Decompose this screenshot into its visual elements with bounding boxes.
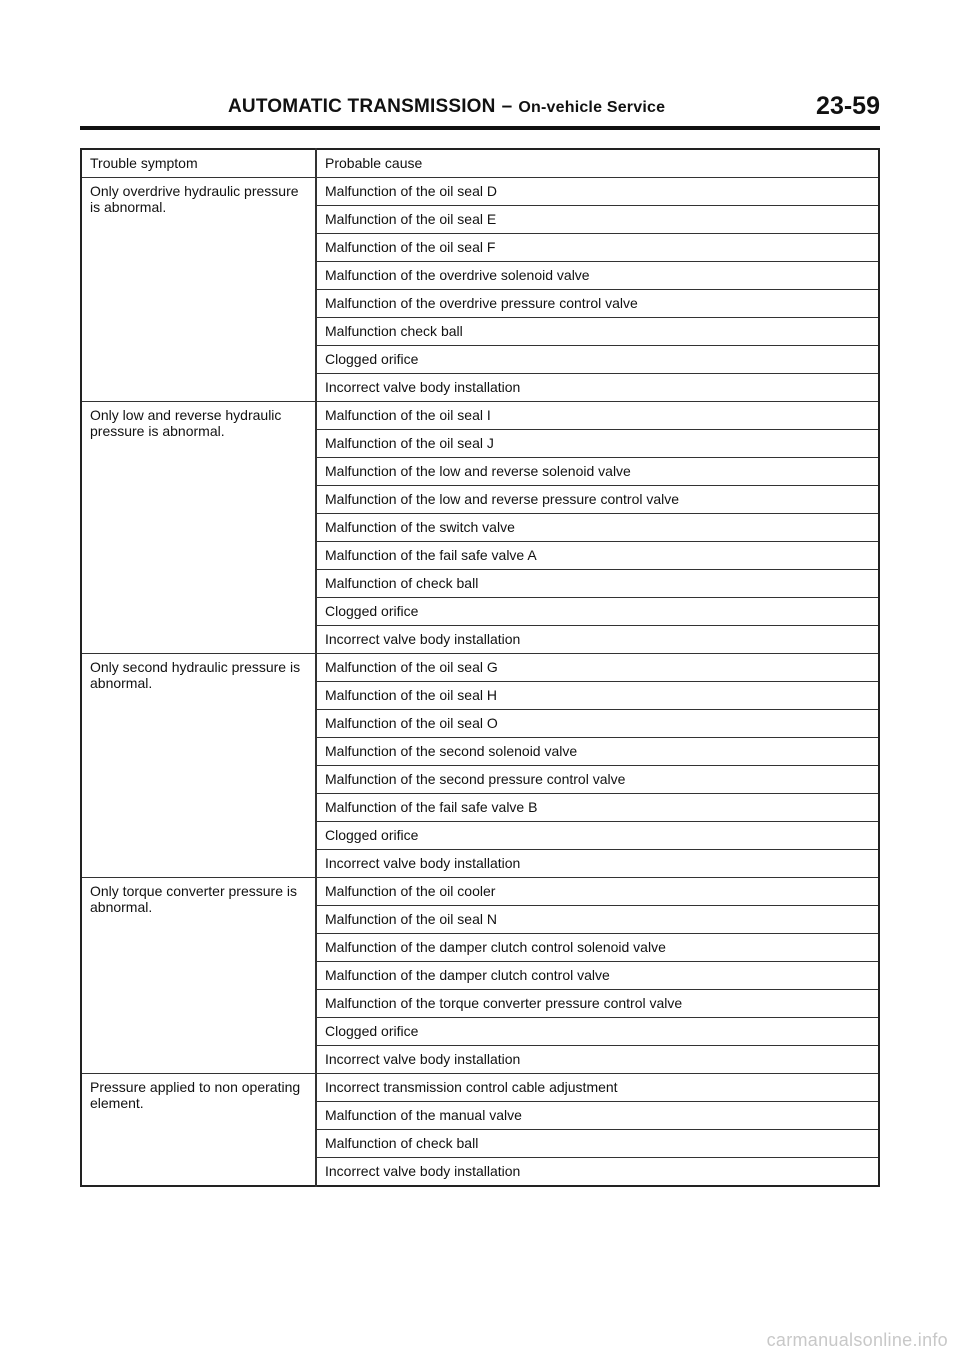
probable-cause-cell: Malfunction of the fail safe valve B	[316, 794, 879, 822]
table-header-row	[81, 149, 879, 178]
column-header-symptom: Trouble symptom	[81, 149, 316, 178]
trouble-symptom-cell: Only overdrive hydraulic pressure is abnormal.	[81, 178, 316, 402]
probable-cause-cell: Malfunction of the oil seal D	[316, 178, 879, 206]
probable-cause-cell: Incorrect valve body installation	[316, 850, 879, 878]
probable-cause-cell: Malfunction of the damper clutch control valve	[316, 962, 879, 990]
header-subtitle: On-vehicle Service	[518, 99, 666, 116]
probable-cause-cell: Malfunction of the oil seal H	[316, 682, 879, 710]
probable-cause-cell: Clogged orifice	[316, 822, 879, 850]
probable-cause-cell: Incorrect valve body installation	[316, 1158, 879, 1187]
page-title	[228, 96, 665, 118]
trouble-table	[80, 148, 880, 1187]
probable-cause-cell: Incorrect transmission control cable adjustment	[316, 1074, 879, 1102]
table-row	[81, 1074, 879, 1102]
probable-cause-cell: Malfunction of the oil seal G	[316, 654, 879, 682]
column-header-cause: Probable cause	[316, 149, 879, 178]
table-row	[81, 878, 879, 906]
probable-cause-cell: Malfunction of the oil seal J	[316, 430, 879, 458]
trouble-symptom-cell: Only low and reverse hydraulic pressure is abnormal.	[81, 402, 316, 654]
probable-cause-cell: Malfunction of the oil seal O	[316, 710, 879, 738]
probable-cause-cell: Malfunction of the low and reverse solenoid valve	[316, 458, 879, 486]
trouble-symptom-cell: Only torque converter pressure is abnormal.	[81, 878, 316, 1074]
probable-cause-cell: Malfunction of the oil seal I	[316, 402, 879, 430]
probable-cause-cell: Malfunction of the oil seal N	[316, 906, 879, 934]
trouble-symptom-cell: Only second hydraulic pressure is abnormal.	[81, 654, 316, 878]
page-header	[80, 92, 880, 128]
page-number: 23-59	[816, 92, 880, 120]
probable-cause-cell: Clogged orifice	[316, 1018, 879, 1046]
probable-cause-cell: Malfunction of check ball	[316, 570, 879, 598]
probable-cause-cell: Incorrect valve body installation	[316, 626, 879, 654]
probable-cause-cell: Malfunction of the oil seal E	[316, 206, 879, 234]
table-row	[81, 402, 879, 430]
watermark: carmanualsonline.info	[766, 1330, 948, 1350]
probable-cause-cell: Malfunction of the fail safe valve A	[316, 542, 879, 570]
probable-cause-cell: Malfunction of the switch valve	[316, 514, 879, 542]
header-separator: –	[501, 96, 513, 117]
probable-cause-cell: Malfunction of the second solenoid valve	[316, 738, 879, 766]
probable-cause-cell: Malfunction of the overdrive solenoid valve	[316, 262, 879, 290]
trouble-table-body	[81, 149, 879, 1186]
probable-cause-cell: Malfunction of check ball	[316, 1130, 879, 1158]
probable-cause-cell: Clogged orifice	[316, 346, 879, 374]
probable-cause-cell: Malfunction of the overdrive pressure control valve	[316, 290, 879, 318]
probable-cause-cell: Malfunction of the low and reverse pressure control valve	[316, 486, 879, 514]
probable-cause-cell: Clogged orifice	[316, 598, 879, 626]
table-row	[81, 654, 879, 682]
trouble-symptom-cell: Pressure applied to non operating element.	[81, 1074, 316, 1187]
table-row	[81, 178, 879, 206]
probable-cause-cell: Malfunction of the torque converter pressure control valve	[316, 990, 879, 1018]
probable-cause-cell: Malfunction check ball	[316, 318, 879, 346]
header-title: AUTOMATIC TRANSMISSION	[228, 96, 496, 117]
probable-cause-cell: Malfunction of the oil cooler	[316, 878, 879, 906]
probable-cause-cell: Malfunction of the second pressure control valve	[316, 766, 879, 794]
probable-cause-cell: Malfunction of the oil seal F	[316, 234, 879, 262]
probable-cause-cell: Incorrect valve body installation	[316, 1046, 879, 1074]
probable-cause-cell: Incorrect valve body installation	[316, 374, 879, 402]
probable-cause-cell: Malfunction of the damper clutch control solenoid valve	[316, 934, 879, 962]
probable-cause-cell: Malfunction of the manual valve	[316, 1102, 879, 1130]
header-rule	[80, 126, 880, 130]
